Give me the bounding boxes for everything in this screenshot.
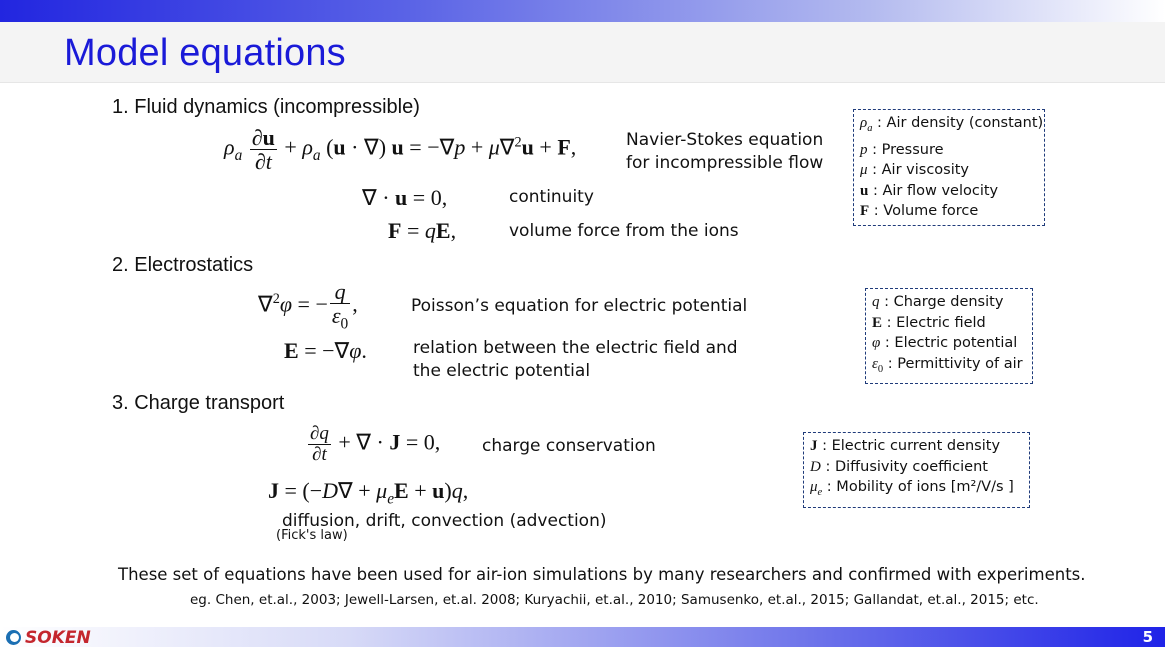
- relation-description-line1: relation between the electric field and: [413, 338, 738, 358]
- volume-force-equation: F = qE,: [388, 218, 457, 243]
- legend-charge-transport: [803, 432, 1030, 508]
- charge-conservation-equation: $\frac{\partial q}{\partial t}$ + ∇ · J = 0,: [310, 423, 441, 465]
- title-band: [0, 22, 1165, 83]
- navier-stokes-description-line2: for incompressible flow: [626, 153, 824, 173]
- legend-row-diffusivity: D : Diffusivity coefficient: [810, 458, 988, 475]
- transport-terms-label: diffusion, drift, convection (advection): [282, 511, 607, 531]
- section-heading-fluid-dynamics: 1. Fluid dynamics (incompressible): [112, 96, 420, 118]
- legend-row-permittivity: $\varepsilon_0$ : Permittivity of air: [872, 355, 1023, 375]
- legend-row-viscosity: μ : Air viscosity: [860, 162, 970, 178]
- navier-stokes-description-line1: Navier-Stokes equation: [626, 130, 824, 150]
- legend-row-air-density: $\rho_a$ : Air density (constant): [860, 115, 1044, 134]
- legend-row-ion-mobility: $\mu_e$ : Mobility of ions [m²/V/s ]: [810, 479, 1014, 498]
- charge-conservation-description: charge conservation: [482, 436, 656, 456]
- legend-row-volume-force: F : Volume force: [860, 203, 979, 219]
- page-number: 5: [1142, 628, 1153, 646]
- section-heading-charge-transport: 3. Charge transport: [112, 392, 285, 414]
- current-density-equation: $J = (-D\nabla + \mu_eE + u)q$,: [268, 478, 469, 508]
- continuity-description: continuity: [509, 187, 594, 207]
- soken-logo-icon: [6, 630, 21, 645]
- top-gradient-bar: [0, 0, 1165, 22]
- legend-row-pressure: p : Pressure: [860, 141, 944, 158]
- references-list: eg. Chen, et.al., 2003; Jewell-Larsen, et.al. 2008; Kuryachii, et.al., 2010; Samusenko, et.al., 2015; Gallandat, et.al., 2015; etc.: [190, 592, 1039, 608]
- navier-stokes-equation: $\rho_a$ $\frac{\partial u}{\partial t}$ + $\rho_a$ (u · ∇) u = −∇p + μ∇$^2$u + F,: [224, 125, 577, 175]
- legend-row-charge-density: q : Charge density: [872, 294, 1004, 310]
- poisson-description: Poisson’s equation for electric potential: [411, 296, 748, 316]
- legend-row-current-density: J : Electric current density: [810, 438, 1001, 454]
- section-heading-electrostatics: 2. Electrostatics: [112, 254, 254, 276]
- legend-fluid-dynamics: [853, 109, 1045, 226]
- volume-force-description: volume force from the ions: [509, 221, 739, 241]
- ficks-law-note: (Fick's law): [276, 528, 348, 543]
- poisson-equation: ∇$^2$φ = − $\frac{q}{\varepsilon_0}$ ,: [258, 279, 358, 333]
- legend-row-electric-potential: φ : Electric potential: [872, 335, 1018, 351]
- summary-statement: These set of equations have been used for air-ion simulations by many researchers and confirmed with experiments.: [118, 565, 1086, 584]
- legend-electrostatics: [865, 288, 1033, 384]
- legend-row-electric-field: E : Electric field: [872, 314, 986, 331]
- relation-description-line2: the electric potential: [413, 361, 591, 381]
- soken-logo-text: SOKEN: [25, 627, 91, 648]
- soken-logo: [6, 628, 91, 647]
- legend-row-velocity: u : Air flow velocity: [860, 182, 999, 199]
- slide-title: Model equations: [64, 32, 346, 74]
- electric-field-equation: E = −∇φ.: [284, 338, 367, 363]
- bottom-gradient-bar: [0, 627, 1165, 647]
- continuity-equation: ∇ · u = 0,: [362, 185, 448, 210]
